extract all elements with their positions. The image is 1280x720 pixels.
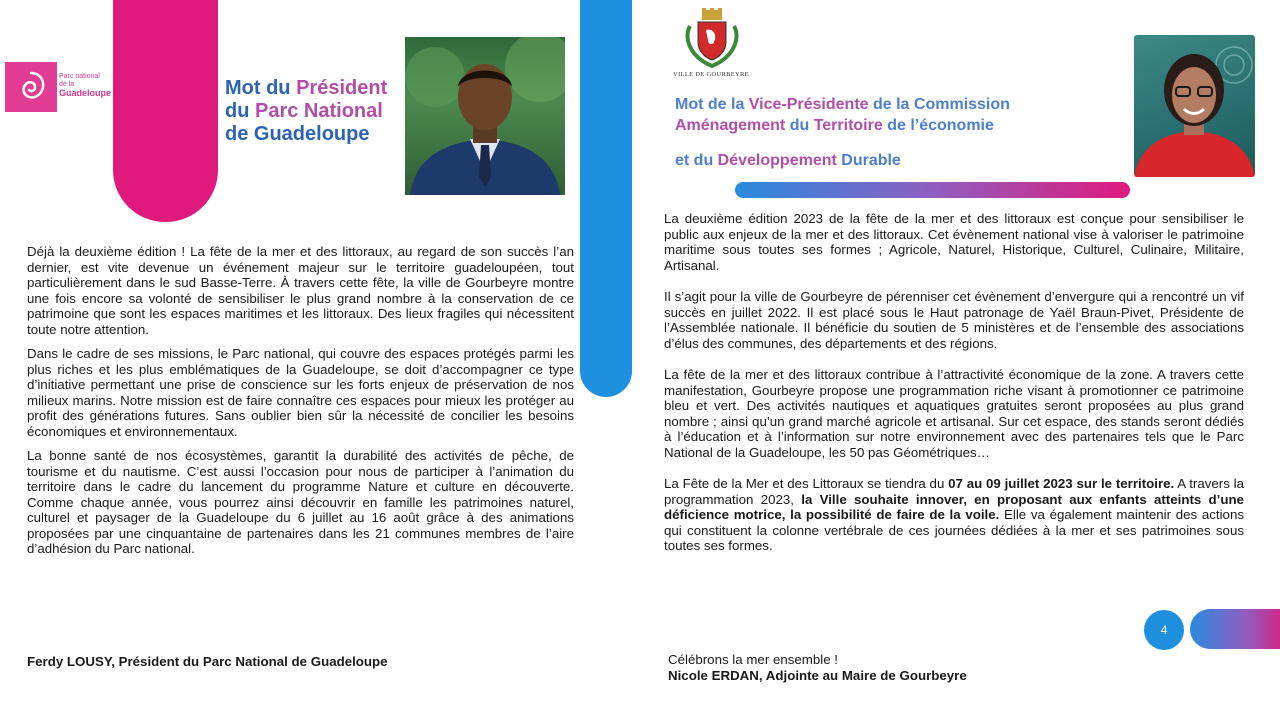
parc-national-logo-icon <box>5 62 57 112</box>
pink-decorative-bar <box>113 0 218 222</box>
paragraph: Déjà la deuxième édition ! La fête de la mer et des littoraux, au regard de son succès l’an dernier, est vite devenue un événement majeur sur le territoire guadeloupéen, tout particulièrement dans le sud Basse-Terre. À travers cette fête, la ville de Gourbeyre montre une fois encore sa volonté de sensibiliser le plus grand nombre à la conservation de ce patrimoine que sont les espaces maritimes et les littoraux. Des lieux fragiles qui nécessitent toute notre attention. <box>27 244 574 337</box>
vice-president-portrait <box>1134 35 1255 177</box>
president-message <box>27 244 574 557</box>
page-gradient-tab <box>1190 609 1280 649</box>
paragraph: La Fête de la Mer et des Littoraux se tiendra du 07 au 09 juillet 2023 sur le territoire. A travers la programmation 2023, la Ville souhaite innover, en proposant aux enfants atteints d’une déficience motrice, la possibilité de faire de la voile. Elle va également maintenir des actions qui constituent la colonne vertébrale de ces journées dédiées à la mer et ses patrimoines sous toutes ses formes. <box>664 476 1244 553</box>
paragraph: Il s’agit pour la ville de Gourbeyre de pérenniser cet évènement d’envergure qui a rencontré un vif succès en juillet 2022. Il est placé sous le Haut patronage de Yaël Braun-Pivet, Présidente de l’Assemblée nationale. Il bénéficie du soutien de 5 ministères et de l’ensemble des associations d’élus des communes, des départements et des régions. <box>664 289 1244 351</box>
president-portrait <box>405 37 565 195</box>
signature-name: Nicole ERDAN, Adjointe au Maire de Gourbeyre <box>668 668 967 683</box>
president-signature: Ferdy LOUSY, Président du Parc National de Guadeloupe <box>27 654 388 669</box>
blue-decorative-bar <box>580 0 632 397</box>
paragraph: La bonne santé de nos écosystèmes, garantit la durabilité des activités de pêche, de tourisme et du nautisme. C’est aussi l’occasion pour nous de participer à l’animation du territoire dans le cadre du lancement du programme Nature et culture en découverte. Comme chaque année, vous pourrez ainsi découvrir en famille les patrimoines naturel, culturel et paysager de la Guadeloupe du 6 juillet au 16 août grâce à des animations proposées par une cinquantaine de partenaires dans les 21 communes membres de l’aire d’adhésion du Parc national. <box>27 448 574 556</box>
paragraph: La fête de la mer et des littoraux contribue à l’attractivité économique de la zone. A travers cette manifestation, Gourbeyre propose une programmation riche visant à promotionner ce patrimoine bleu et vert. Des activités nautiques et aquatiques gratuites seront proposées au plus grand nombre ; ainsi qu’un grand marché agricole et artisanal. Sur cet espace, des stands seront dédiés à l’éducation et à l’information sur notre environnement avec des partenaires tels que le Parc National de la Guadeloupe, les 50 pas Géométriques… <box>664 367 1244 460</box>
closing-line: Célébrons la mer ensemble ! <box>668 652 838 667</box>
gradient-divider <box>735 182 1130 198</box>
paragraph: Dans le cadre de ses missions, le Parc national, qui couvre des espaces protégés parmi les plus riches et les plus emblématiques de la Guadeloupe, se doit d’accompagner ce type d’initiative permettant une prise de conscience sur les forts enjeux de préservation de nos milieux marins. Notre mission est de faire connaître ces espaces pour mieux les protéger au profit des générations futures. Sans oublier bien sûr la nécessité de concilier les besoins économiques et environnementaux. <box>27 346 574 439</box>
crest-label: VILLE DE GOURBEYRE <box>673 71 749 78</box>
parc-national-logo-text: Parc national de la Guadeloupe <box>59 73 112 98</box>
gourbeyre-crest-icon <box>682 6 742 70</box>
page-title-right: Mot de la Vice-Présidente de la Commission Aménagement du Territoire de l’économie et du Développement Durable <box>675 96 1010 169</box>
vice-president-signature <box>668 652 967 684</box>
page-number: 4 <box>1144 610 1184 650</box>
vice-president-message <box>664 211 1244 554</box>
page-title-left: Mot du Président du Parc National de Guadeloupe <box>225 77 388 145</box>
paragraph: La deuxième édition 2023 de la fête de la mer et des littoraux est conçue pour sensibiliser le public aux enjeux de la mer et des littoraux. Cet évènement national vise à valoriser le patrimoine maritime sous toutes ses formes ; Agricole, Naturel, Historique, Culturel, Culinaire, Militaire, Artisanal. <box>664 211 1244 273</box>
